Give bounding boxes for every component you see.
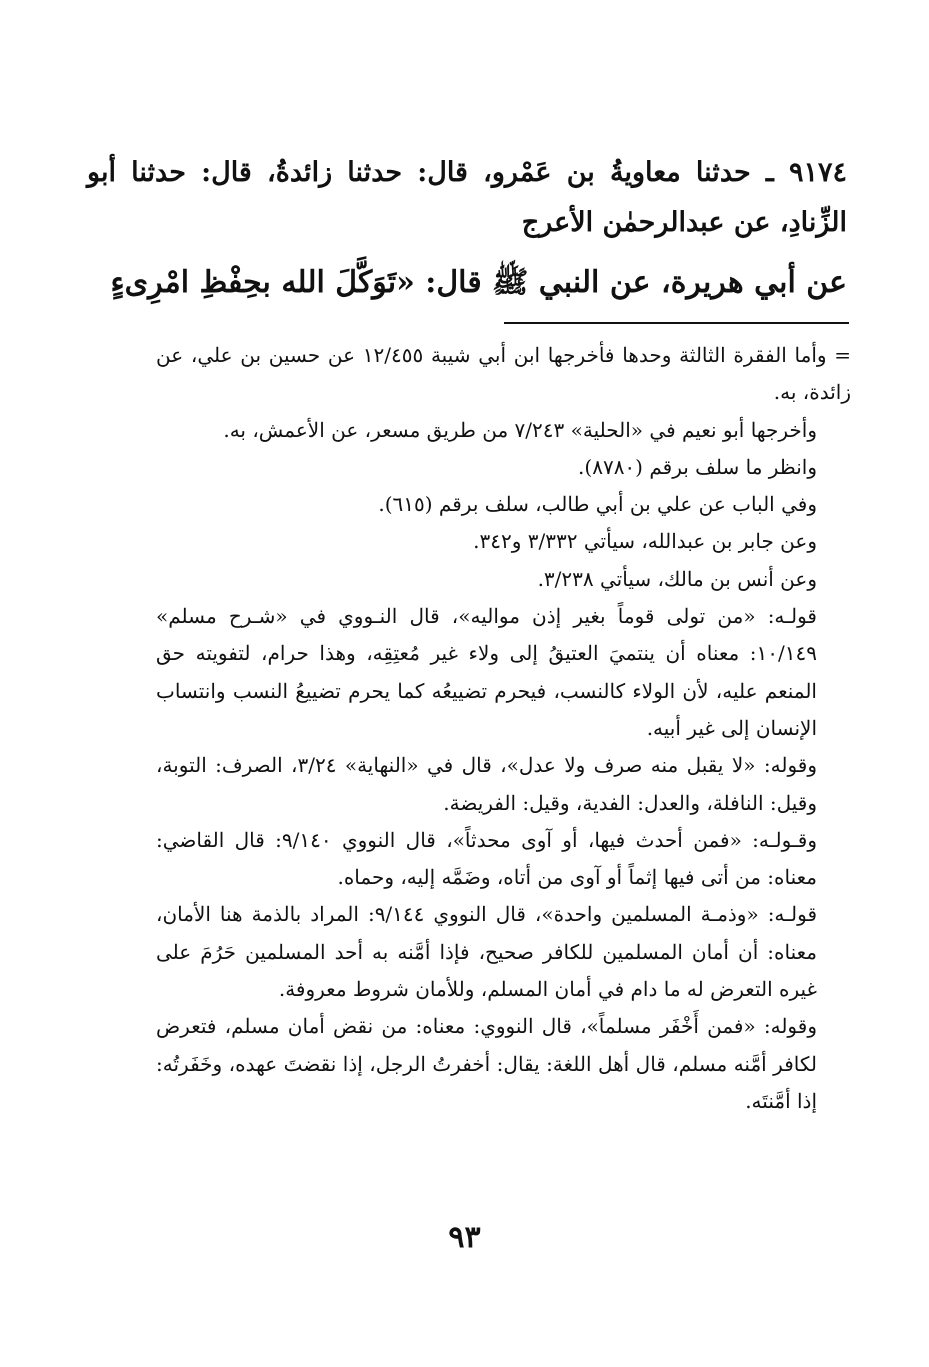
footnote-paragraph: وأخرجها أبو نعيم في «الحلية» ٧/٢٤٣ من طريق مسعر، عن الأعمش، به. — [223, 417, 817, 442]
footnote-divider — [504, 322, 849, 324]
footnote-paragraph: وعن أنس بن مالك، سيأتي ٣/٢٣٨. — [537, 566, 817, 591]
footnote-paragraph: وقوله: «فمن أَخْفَر مسلماً»، قال النووي: معناه: من نقض أمان مسلم، فتعرض لكافر أمَّنه مسلم، قال أهل اللغة: يقال: أخفرتُ الرجل، إذا نقضتَ عهده، وخَفَرتُه: إذا أمَّنتَه. — [156, 1014, 817, 1113]
hadith-matn: عن أبي هريرة، عن النبي ﷺ قال: «تَوَكَّلَ الله بحِفْظِ امْرِىءٍ — [110, 265, 847, 300]
footnote-paragraph: وقوله: «لا يقبل منه صرف ولا عدل»، قال في «النهاية» ٣/٢٤، الصرف: التوبة، وقيل: النافلة، والعدل: الفدية، وقيل: الفريضة. — [156, 753, 817, 815]
footnotes — [156, 337, 851, 1120]
hadith-isnad: ٩١٧٤ ـ حدثنا معاويةُ بن عَمْرو، قال: حدثنا زائدةُ، قال: حدثنا أبو الزِّنادِ، عن عبدالرحمٰن الأعرج — [87, 157, 847, 238]
footnote-paragraph: = وأما الفقرة الثالثة وحدها فأخرجها ابن أبي شيبة ١٢/٤٥٥ عن حسين بن علي، عن زائدة، به. — [156, 343, 851, 405]
footnote-paragraph: وعن جابر بن عبدالله، سيأتي ٣/٣٣٢ و٣٤٢. — [473, 529, 817, 554]
footnote-paragraph: وقـولـه: «فمن أحدث فيها، أو آوى محدثاً»، قال النووي ٩/١٤٠: قال القاضي: معناه: من أتى فيها إثماً أو آوى من أتاه، وضَمَّه إليه، وحماه. — [156, 827, 817, 890]
footnote-paragraph: وانظر ما سلف برقم (٨٧٨٠). — [578, 454, 817, 479]
footnote-paragraph: وفي الباب عن علي بن أبي طالب، سلف برقم (٦١٥). — [378, 492, 817, 517]
footnote-paragraph: قولـه: «من تولى قوماً بغير إذن مواليه»، قال النـووي في «شـرح مسلم» ١٠/١٤٩: معناه أن ينتميَ العتيقُ إلى ولاء غير مُعتِقِه، وهذا حرام، لتفويته حق المنعم عليه، لأن الولاء كالنسب، فيحرم تضييعُه كما يحرم تضييعُ النسب وانتساب الإنسان إلى غير أبيه. — [156, 604, 817, 740]
hadith-block — [87, 148, 847, 308]
page-number: ٩٣ — [448, 1220, 481, 1255]
footnote-paragraph: قولـه: «وذمـة المسلمين واحدة»، قال النووي ٩/١٤٤: المراد بالذمة هنا الأمان، معناه: أن أمان المسلمين للكافر صحيح، فإذا أمَّنه به أحد المسلمين حَرُمَ على غيره التعرض له ما دام في أمان المسلم، وللأمان شروط معروفة. — [156, 902, 818, 1002]
